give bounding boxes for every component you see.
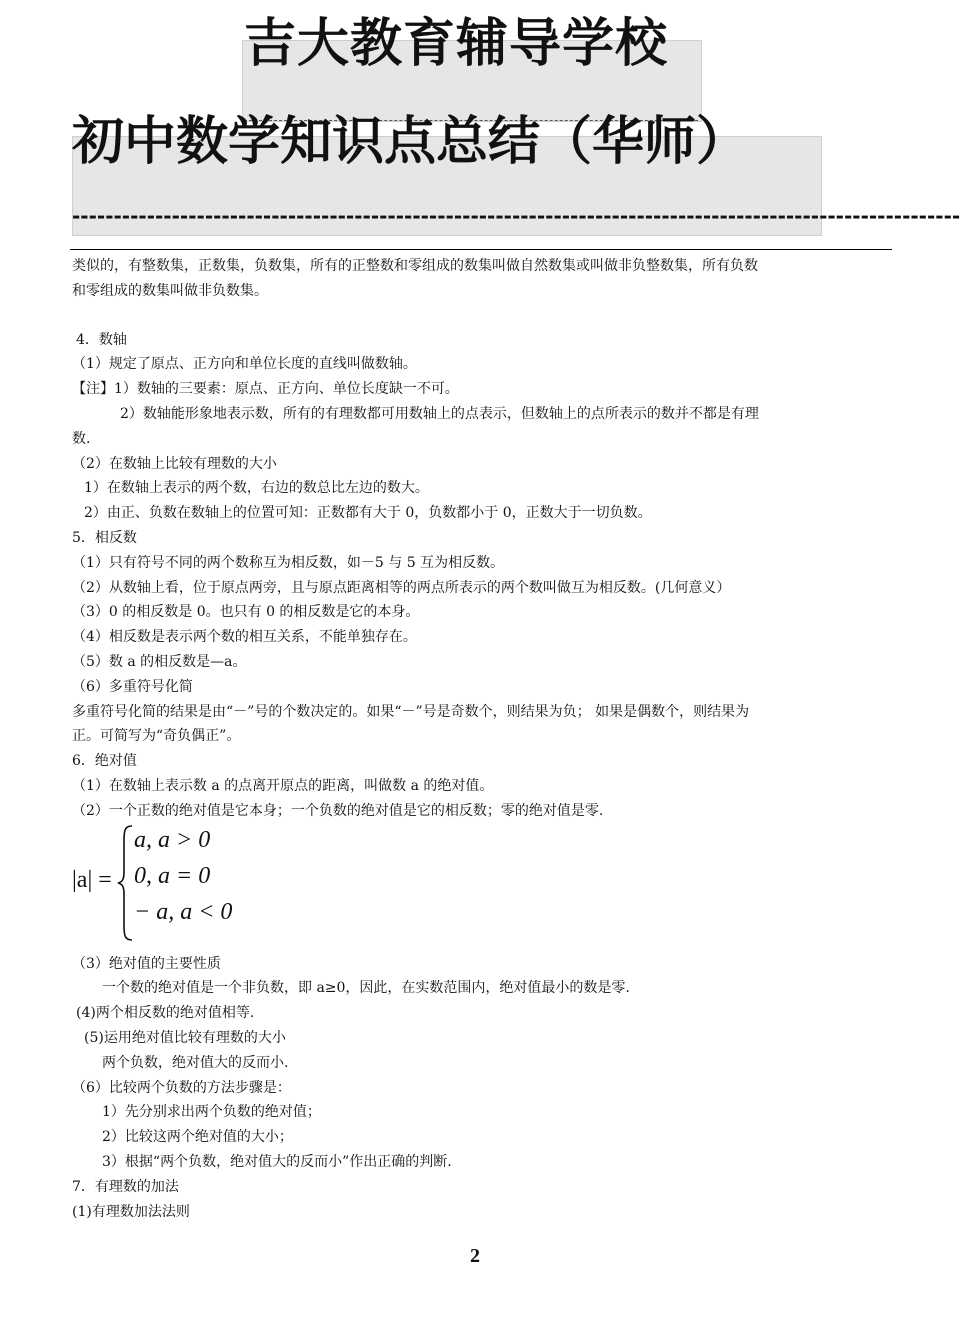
list-item: （1）只有符号不同的两个数称互为相反数，如－5 与 5 互为相反数。: [72, 554, 505, 571]
paragraph-line: 类似的，有整数集，正数集，负数集，所有的正整数和零组成的数集叫做自然数集或叫做非负整数集，所有负数: [72, 258, 758, 274]
section-heading: 5．相反数: [72, 529, 137, 546]
list-item: （6）多重符号化简: [72, 678, 193, 695]
note-line: 2）数轴能形象地表示数，所有的有理数都可用数轴上的点表示，但数轴上的点所表示的数并不都是有理: [120, 405, 759, 422]
list-item: 1）先分别求出两个负数的绝对值；: [102, 1104, 321, 1121]
list-item: （4）相反数是表示两个数的相互关系，不能单独存在。: [72, 629, 417, 646]
header-rule: [70, 249, 892, 250]
list-item: （6）比较两个负数的方法步骤是：: [72, 1079, 291, 1096]
absolute-value-formula: [72, 824, 892, 952]
list-item: （2）一个正数的绝对值是它本身；一个负数的绝对值是它的相反数；零的绝对值是零.: [72, 802, 604, 819]
formula-case-2: 0, a = 0: [134, 862, 211, 889]
paragraph-line: 和零组成的数集叫做非负数集。: [72, 282, 268, 299]
page-number: 2: [470, 1245, 480, 1267]
formula-case-1: a, a > 0: [134, 826, 211, 853]
section-heading: 7．有理数的加法: [72, 1178, 179, 1195]
document-title: 初中数学知识点总结（华师）: [72, 112, 749, 172]
section-heading: 4．数轴: [76, 331, 127, 348]
paragraph-line: 一个数的绝对值是一个非负数，即 a≥0，因此，在实数范围内，绝对值最小的数是零.: [102, 980, 630, 997]
list-item: （3）0 的相反数是 0。也只有 0 的相反数是它的本身。: [72, 604, 420, 621]
list-item: （1）规定了原点、正方向和单位长度的直线叫做数轴。: [72, 356, 417, 373]
list-item: （2）在数轴上比较有理数的大小: [72, 455, 277, 472]
section-heading: 6．绝对值: [72, 753, 137, 770]
list-item: （5）数 a 的相反数是—a。: [72, 653, 247, 670]
left-brace-icon: [116, 824, 134, 942]
document-body: [72, 254, 892, 1224]
list-item: 2）由正、负数在数轴上的位置可知：正数都有大于 0，负数都小于 0，正数大于一切负数。: [84, 505, 652, 522]
list-item: （3）绝对值的主要性质: [72, 955, 221, 972]
paragraph-line: 两个负数，绝对值大的反而小.: [102, 1054, 289, 1071]
list-item: (1)有理数加法法则: [72, 1203, 190, 1220]
paragraph-line: 正。可简写为“奇负偶正”。: [72, 728, 241, 745]
note-line: 数.: [72, 430, 91, 447]
list-item: 2）比较这两个绝对值的大小；: [102, 1129, 293, 1146]
formula-lhs: |a| =: [72, 866, 112, 893]
list-item: 3）根据“两个负数，绝对值大的反而小”作出正确的判断.: [102, 1153, 452, 1170]
list-item: 1）在数轴上表示的两个数，右边的数总比左边的数大。: [84, 480, 429, 497]
paragraph-line: 多重符号化简的结果是由“－”号的个数决定的。如果“－”号是奇数个，则结果为负； 如果是偶数个，则结果为: [72, 703, 750, 720]
dashed-separator: -----------------------------------------------------------------------------------------------------------: [72, 204, 960, 228]
list-item: (4)两个相反数的绝对值相等.: [76, 1005, 255, 1022]
formula-case-3: − a, a < 0: [134, 898, 233, 925]
list-item: （2）从数轴上看，位于原点两旁，且与原点距离相等的两点所表示的两个数叫做互为相反数。(几何意义）: [72, 579, 731, 596]
list-item: (5)运用绝对值比较有理数的大小: [84, 1029, 286, 1046]
school-name: 吉大教育辅导学校: [244, 14, 669, 74]
note-line: 【注】1）数轴的三要素：原点、正方向、单位长度缺一不可。: [72, 381, 459, 398]
list-item: （1）在数轴上表示数 a 的点离开原点的距离，叫做数 a 的绝对值。: [72, 777, 494, 794]
